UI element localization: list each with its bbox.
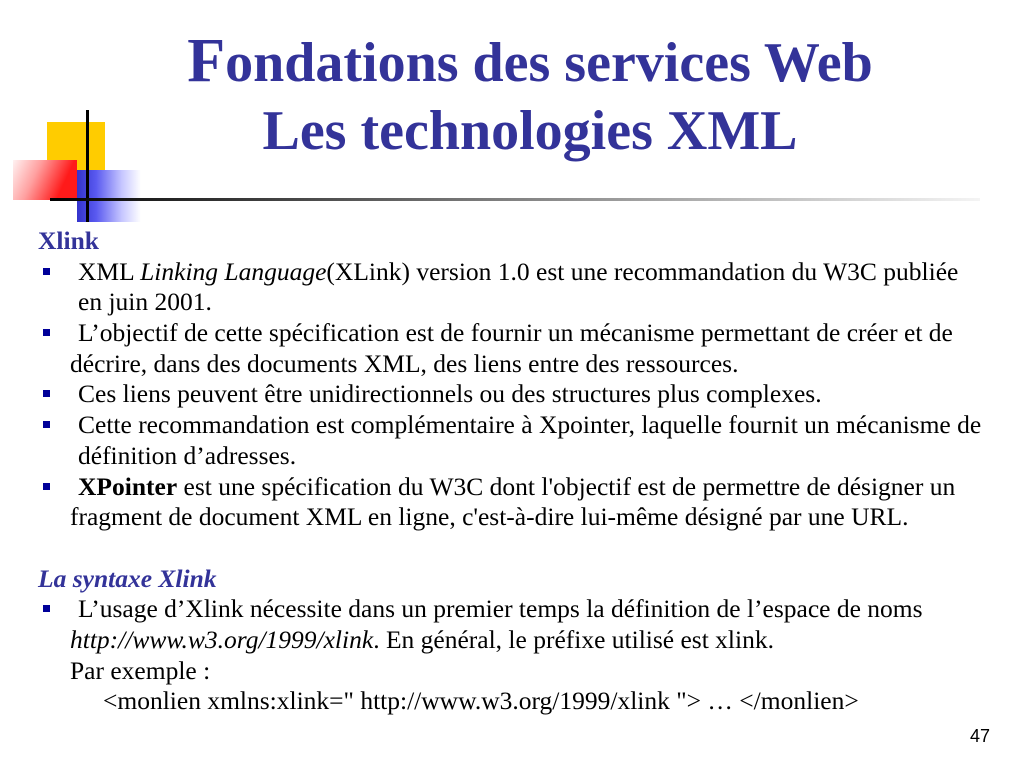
bullet-square-icon [43,421,50,428]
section-heading-syntax: La syntaxe Xlink [38,563,217,593]
bullet-text: L’usage d’Xlink nécessite dans un premier temps la définition de l’espace de noms [78,594,923,624]
slide-title-line-2: Les technologies XML [262,100,798,162]
namespace-url: http://www.w3.org/1999/xlink [70,624,374,654]
bullet-square-icon [43,483,50,490]
title-separator-line [50,198,980,201]
bullet-text: L’objectif de cette spécification est de fournir un mécanisme permettant de créer et de [78,318,953,348]
bullet-square-icon [43,605,50,612]
bullet-square-icon [43,390,50,397]
page-number: 47 [969,726,990,746]
bullet-text: Cette recommandation est complémentaire à Xpointer, laquelle fournit un mécanisme de [78,410,982,440]
bullet-item [0,410,1024,441]
title-initial-letter: F [187,27,226,95]
section-heading-xlink: Xlink [38,226,99,255]
bullet-text: XML [78,256,141,286]
bullet-continuation: fragment de document XML en ligne, c'est-à-dire lui-même désigné par une URL. [70,502,909,532]
example-label: Par exemple : [70,655,211,685]
slide-body [0,226,1024,717]
logo-vertical-line [86,110,89,222]
bullet-item [0,257,1024,288]
bullet-square-icon [43,329,50,336]
bullet-text-strong: XPointer [78,471,178,501]
bullet-continuation: définition d’adresses. [78,440,297,470]
slide-title-line-1 [130,27,930,95]
bullet-text: est une spécification du W3C dont l'objectif est de permettre de désigner un [177,471,956,501]
bullet-continuation: en juin 2001. [78,287,212,317]
bullet-text: . En général, le préfixe utilisé est xlink. [373,624,774,654]
bullet-continuation: décrire, dans des documents XML, des liens entre des ressources. [70,348,739,378]
logo-red-square [13,160,77,200]
bullet-item [0,318,1024,349]
bullet-square-icon [43,268,50,275]
bullet-continuation [0,625,1024,656]
bullet-text: Ces liens peuvent être unidirectionnels ou des structures plus complexes. [78,379,822,409]
bullet-text: (XLink) version 1.0 est une recommandation du W3C publiée [326,256,959,286]
blank-line [0,533,1024,564]
bullet-item [0,594,1024,625]
bullet-item [0,472,1024,503]
example-code: <monlien xmlns:xlink=" http://www.w3.org/1999/xlink "> … </monlien> [103,686,859,716]
bullet-item [0,379,1024,410]
title-line-1-text: ondations des services Web [225,32,873,94]
bullet-text-emphasis: Linking Language [140,256,327,286]
